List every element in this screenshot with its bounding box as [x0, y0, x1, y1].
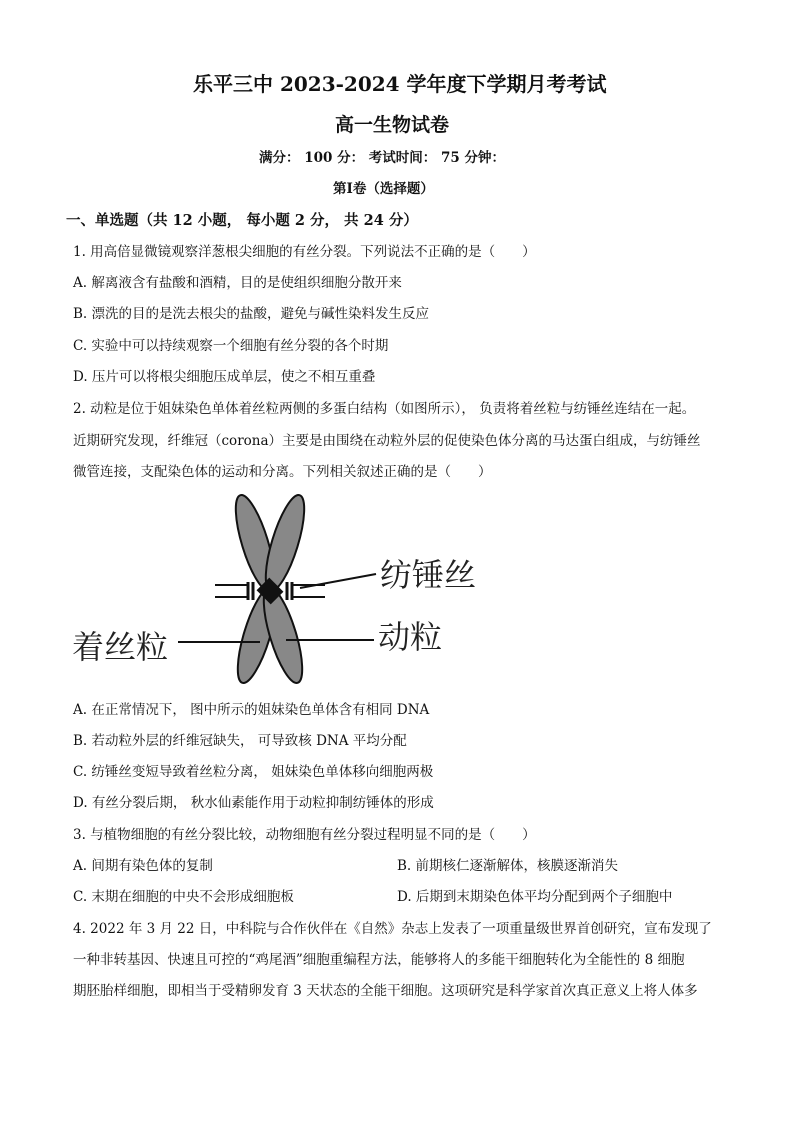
kinetochore-label: 动粒 — [378, 618, 443, 656]
q1-stem: 1. 用高倍显微镜观察洋葱根尖细胞的有丝分裂。下列说法不正确的是（ ） — [73, 244, 536, 260]
chromosome-figure — [60, 492, 500, 692]
q3-stem: 3. 与植物细胞的有丝分裂比较，动物细胞有丝分裂过程明显不同的是（ ） — [73, 827, 536, 843]
section-heading: 一、单选题（共 12 小题， 每小题 2 分， 共 24 分） — [66, 212, 418, 229]
q2-option-c: C. 纺锤丝变短导致着丝粒分离， 姐妹染色单体移向细胞两极 — [73, 764, 434, 780]
q2-stem-line1: 2. 动粒是位于姐妹染色单体着丝粒两侧的多蛋白结构（如图所示）， 负责将着丝粒与纺锤丝连结在一起。 — [73, 401, 696, 417]
spindle-label: 纺锤丝 — [380, 556, 477, 594]
q2-option-b: B. 若动粒外层的纤维冠缺失， 可导致核 DNA 平均分配 — [73, 733, 407, 749]
exam-part-heading: 第Ⅰ卷（选择题） — [333, 181, 434, 197]
q3-option-c: C. 末期在细胞的中央不会形成细胞板 — [73, 889, 294, 905]
q1-option-a: A. 解离液含有盐酸和酒精，目的是使组织细胞分散开来 — [73, 275, 402, 291]
exam-meta: 满分： 100 分： 考试时间： 75 分钟： — [259, 150, 505, 166]
q3-option-d: D. 后期到末期染色体平均分配到两个子细胞中 — [397, 889, 673, 905]
q1-option-b: B. 漂洗的目的是洗去根尖的盐酸，避免与碱性染料发生反应 — [73, 306, 430, 322]
q2-option-d: D. 有丝分裂后期， 秋水仙素能作用于动粒抑制纺锤体的形成 — [73, 795, 434, 811]
q4-stem-line1: 4. 2022 年 3 月 22 日，中科院与合作伙伴在《自然》杂志上发表了一项重量级世界首创研究，宣布发现了 — [73, 921, 712, 937]
q4-stem-line2: 一种非转基因、快速且可控的“鸡尾酒”细胞重编程方法，能够将人的多能干细胞转化为全能性的 8 细胞 — [73, 952, 685, 968]
q1-option-d: D. 压片可以将根尖细胞压成单层，使之不相互重叠 — [73, 369, 376, 385]
exam-title: 乐平三中 2023-2024 学年度下学期月考考试 — [193, 72, 607, 96]
exam-subtitle: 高一生物试卷 — [335, 114, 450, 136]
q4-stem-line3: 期胚胎样细胞，即相当于受精卵发育 3 天状态的全能干细胞。这项研究是科学家首次真正意义上将人体多 — [73, 983, 698, 999]
q3-option-b: B. 前期核仁逐渐解体，核膜逐渐消失 — [397, 858, 619, 874]
q1-option-c: C. 实验中可以持续观察一个细胞有丝分裂的各个时期 — [73, 338, 389, 354]
q2-stem-line3: 微管连接，支配染色体的运动和分离。下列相关叙述正确的是（ ） — [73, 464, 492, 480]
q2-option-a: A. 在正常情况下， 图中所示的姐妹染色单体含有相同 DNA — [73, 702, 430, 718]
q2-stem-line2: 近期研究发现，纤维冠（corona）主要是由围绕在动粒外层的促使染色体分离的马达蛋白组成，与纺锤丝 — [73, 433, 701, 449]
centromere-label: 着丝粒 — [72, 628, 169, 666]
q3-option-a: A. 间期有染色体的复制 — [73, 858, 213, 874]
spindle-pointer — [300, 574, 376, 588]
